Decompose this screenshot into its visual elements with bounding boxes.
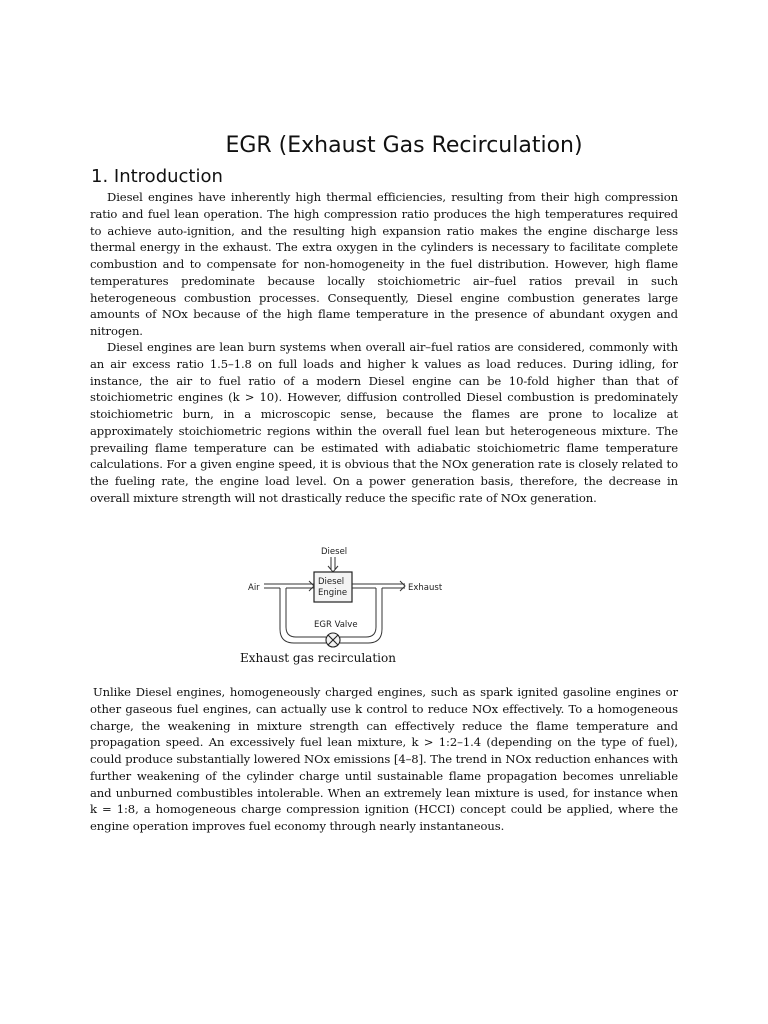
figure-caption: Exhaust gas recirculation bbox=[240, 651, 396, 665]
egr-diagram bbox=[230, 543, 450, 651]
exhaust-pipe bbox=[352, 581, 405, 591]
exhaust-label: Exhaust bbox=[408, 583, 443, 593]
section-heading: 1. Introduction bbox=[91, 166, 223, 187]
document-title: EGR (Exhaust Gas Recirculation) bbox=[225, 133, 583, 158]
engine-label-line1: Diesel bbox=[318, 577, 345, 587]
egr-valve-label: EGR Valve bbox=[314, 620, 358, 630]
paragraph-2: Diesel engines are lean burn systems when overall air–fuel ratios are considered, commonly with an air excess ratio 1.5–1.8 on full loads and higher k values as load reduces. During idling, for instance, the air to fuel ratio of a modern Diesel engine can be 10-fold higher than that of stoichiometric engines (k > 10). However, diffusion controlled Diesel combustion is predominately stoichiometric burn, in a microscopic sense, because the flames are prone to localize at approximately stoichiometric regions within the overall fuel lean but heterogeneous mixture. The prevailing flame temperature can be estimated with adiabatic stoichiometric flame temperature calculations. For a given engine speed, it is obvious that the NOx generation rate is closely related to the fueling rate, the engine load level. On a power generation basis, therefore, the decrease in overall mixture strength will not drastically reduce the specific rate of NOx generation. bbox=[90, 340, 678, 505]
engine-label-line2: Engine bbox=[318, 588, 348, 598]
paragraph-3: Unlike Diesel engines, homogeneously charged engines, such as spark ignited gasoline engines or other gaseous fuel engines, can actually use k control to reduce NOx effectively. To a homogeneous charge, the weakening in mixture strength can effectively reduce the flame temperature and propagation speed. An excessively fuel lean mixture, k > 1:2–1.4 (depending on the type of fuel), could produce substantially lowered NOx emissions [4–8]. The trend in NOx reduction enhances with further weakening of the cylinder charge until sustainable flame propagation becomes unreliable and unburned combustibles intolerable. When an extremely lean mixture is used, for instance when k = 1:8, a homogeneous charge compression ignition (HCCI) concept could be applied, where the engine operation improves fuel economy through nearly instantaneous. bbox=[90, 685, 678, 833]
air-label: Air bbox=[248, 583, 260, 593]
diesel-input-arrow bbox=[328, 557, 338, 572]
egr-valve-icon bbox=[326, 633, 340, 647]
diesel-input-label: Diesel bbox=[321, 547, 348, 557]
air-intake-pipe bbox=[264, 581, 314, 591]
paragraph-1: Diesel engines have inherently high thermal efficiencies, resulting from their high compression ratio and fuel lean operation. The high compression ratio produces the high temperatures required to achieve auto-ignition, and the resulting high expansion ratio makes the engine discharge less thermal energy in the exhaust. The extra oxygen in the cylinders is necessary to facilitate complete combustion and to compensate for non-homogeneity in the fuel distribution. However, high flame temperatures predominate because locally stoichiometric air–fuel ratios prevail in such heterogeneous combustion processes. Consequently, Diesel engine combustion generates large amounts of NOx because of the high flame temperature in the presence of abundant oxygen and nitrogen. bbox=[90, 190, 678, 338]
